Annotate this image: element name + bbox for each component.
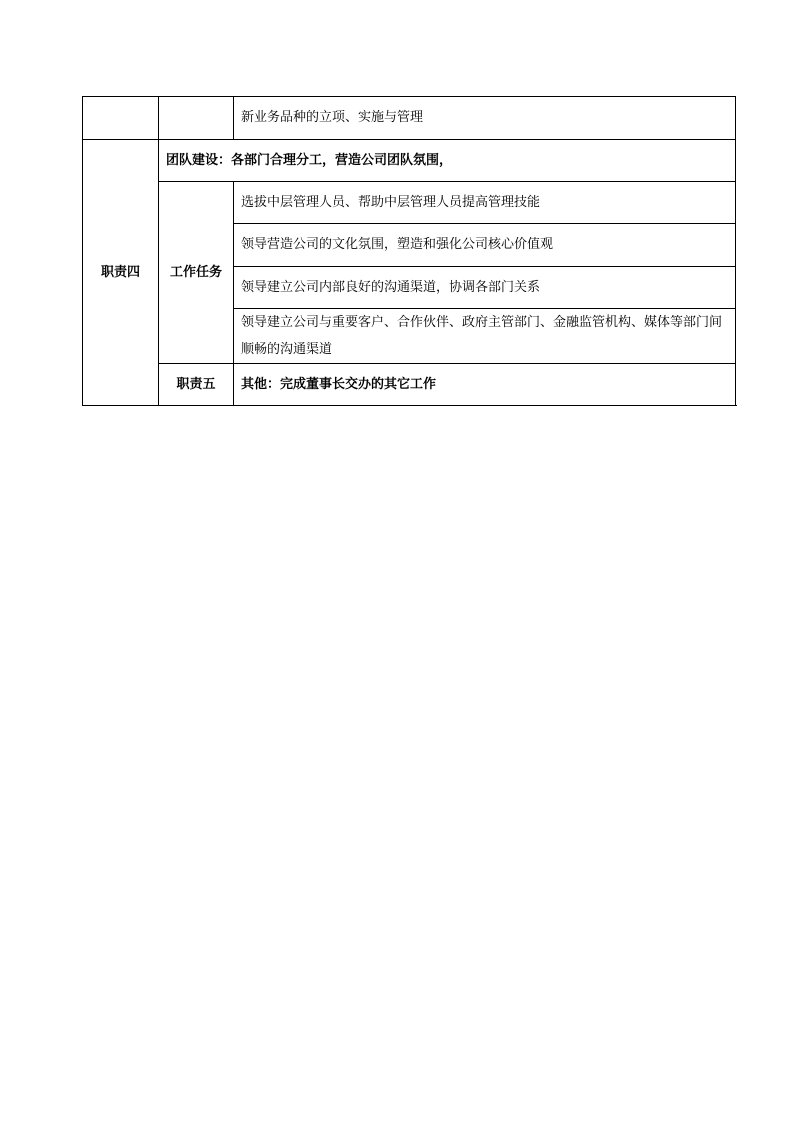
table-row xyxy=(83,182,736,224)
task-item: 新业务品种的立项、实施与管理 xyxy=(234,97,736,140)
task-item: 领导营造公司的文化氛围，塑造和强化公司核心价值观 xyxy=(234,224,736,267)
table-row xyxy=(83,97,736,140)
duty-label-cell-empty xyxy=(83,97,159,140)
duty4-label: 职责四 xyxy=(83,140,159,406)
duty5-label: 职责五 xyxy=(159,364,234,406)
task-item: 领导建立公司内部良好的沟通渠道，协调各部门关系 xyxy=(234,267,736,309)
duty5-summary: 其他：完成董事长交办的其它工作 xyxy=(234,364,736,406)
task-item: 领导建立公司与重要客户、合作伙伴、政府主管部门、金融监管机构、媒体等部门间顺畅的沟通渠道 xyxy=(234,309,736,364)
duty4-summary: 团队建设：各部门合理分工，营造公司团队氛围， xyxy=(159,140,736,182)
table-row xyxy=(83,364,736,406)
table-row xyxy=(83,140,736,182)
duty-table xyxy=(82,96,736,406)
duty4-tasks-label: 工作任务 xyxy=(159,182,234,364)
task-item: 选拔中层管理人员、帮助中层管理人员提高管理技能 xyxy=(234,182,736,224)
task-label-cell-empty xyxy=(159,97,234,140)
